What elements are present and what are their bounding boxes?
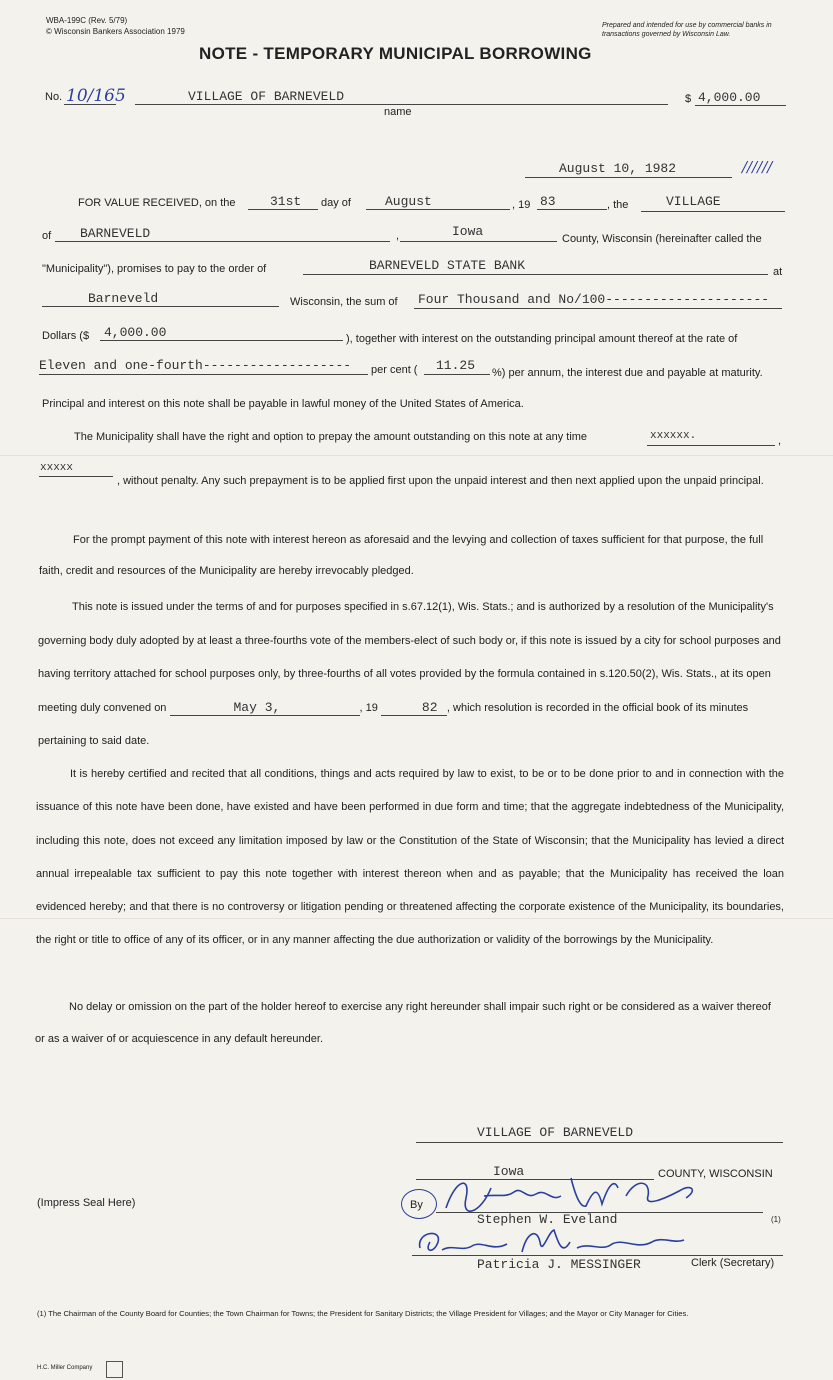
underline [303, 274, 768, 275]
underline [412, 1255, 783, 1256]
municipality-type: VILLAGE [666, 194, 721, 209]
body-text: It is hereby certified and recited that all conditions, things and acts required by law to exist, to be or to be done prior to and in connection with the issuance of this note have been done, have existed and have been performed in due form and time; that the aggregate indebtedness of the Municipality, including this note, does not exceed any limitation imposed by law or the Constitution of the State of Wisconsin; that the Municipality has levied a direct annual irrepealable tax sufficient to pay this note together with interest thereon when and as payable; that the Municipality has received the loan evidenced hereby; and that there is no controversy or litigation pending or threatened affecting the corporate existence of the Municipality, its boundaries, the right or title to office of any of its officer, or in any manner affecting the due authorization or validity of the borrowings by the Municipality. [36, 768, 784, 947]
underline [424, 374, 490, 375]
body-text: at [773, 266, 783, 278]
body-text [38, 591, 784, 759]
body-text: ), together with interest on the outstanding principal amount thereof at the rate of [346, 333, 738, 345]
prepay-fill-1: xxxxxx. [650, 430, 697, 442]
body-text: "Municipality"), promises to pay to the order of [42, 263, 267, 275]
municipality-name-field: VILLAGE OF BARNEVELD [188, 89, 345, 104]
body-text: Wisconsin, the sum of [290, 296, 398, 308]
meeting-year-field [381, 701, 447, 716]
body-text: For the prompt payment of this note with interest hereon as aforesaid and the levying and collection of taxes sufficient for that purpose, the full faith, credit and resources of the Municipality are hereby irrevocably pledged. [39, 534, 764, 577]
pledge-paragraph [39, 525, 781, 587]
meeting-year: 82 [421, 699, 438, 715]
footnote: (1) The Chairman of the County Board for Counties; the Town Chairman for Towns; the President for Sanitary Districts; the Village President for Villages; and the Mayor or City Manager for Cities. [37, 1309, 689, 1318]
body-text: , 19 [512, 199, 531, 211]
underline [641, 211, 785, 212]
place-field: Barneveld [88, 291, 159, 306]
authorization-paragraph [38, 591, 784, 759]
body-text: , [778, 435, 782, 447]
due-month: August [385, 194, 432, 209]
body-text: , which resolution is recorded in the official book of its minutes pertaining to said date. [38, 701, 749, 747]
body-text: No delay or omission on the part of the holder hereof to exercise any right hereunder shall impair such right or be considered as a waiver thereof or as a waiver of or acquiescence in any default hereunder. [35, 1001, 771, 1045]
signer1-name: Stephen W. Eveland [477, 1212, 618, 1227]
underline [695, 105, 786, 106]
body-text: per cent ( [371, 364, 418, 376]
note-number: 10/165 [66, 86, 126, 106]
underline [55, 241, 390, 242]
note-date: August 10, 1982 [559, 161, 677, 176]
due-day: 31st [270, 194, 302, 209]
body-text: , 19 [359, 701, 378, 714]
printer-logo-icon [106, 1361, 123, 1378]
due-year: 83 [540, 194, 556, 209]
dollar-sign: $ [685, 93, 692, 105]
copyright: © Wisconsin Bankers Association 1979 [46, 27, 185, 36]
underline [647, 445, 775, 446]
body-text: %) per annum, the interest due and payable at maturity. [492, 367, 763, 379]
rate-words-field: Eleven and one-fourth------------------- [39, 358, 352, 373]
prepay-fill-2: xxxxx [40, 462, 74, 474]
underline [416, 1142, 783, 1143]
signer2-name: Patricia J. MESSINGER [477, 1257, 641, 1272]
signer2-title: Clerk (Secretary) [691, 1257, 775, 1269]
underline [537, 209, 607, 210]
handwritten-mark: ////// [742, 158, 773, 176]
body-text: , [396, 230, 400, 242]
sig-county: Iowa [493, 1164, 525, 1179]
body-text: Principal and interest on this note shall be payable in lawful money of the United States of America. [42, 398, 524, 410]
form-number: WBA-199C (Rev. 5/79) [46, 16, 128, 25]
municipality-field: BARNEVELD [80, 226, 151, 241]
waiver-paragraph [35, 992, 783, 1055]
body-text: Dollars ($ [42, 330, 90, 342]
name-caption: name [384, 106, 412, 118]
body-text: of [42, 230, 52, 242]
body-text: This note is issued under the terms of and for purposes specified in s.67.12(1), Wis. Stats.; and is authorized by a resolution of the Municipality's governing body duly adopted by at least a three-fourths vote of the members-elect of such body or, if this note is issued by a city for school purposes and having territory attached for school purposes only, by three-fourths of all votes provided by the formula contained in s.120.50(2), Wis. Stats., at its open meeting duly convened on [38, 601, 781, 714]
underline [42, 306, 279, 307]
body-text: County, Wisconsin (hereinafter called the [562, 233, 762, 245]
meeting-date: May 3, [233, 699, 281, 715]
body-text: day of [321, 197, 351, 209]
underline [100, 340, 343, 341]
county-label: COUNTY, WISCONSIN [658, 1168, 773, 1180]
underline [135, 104, 668, 105]
printer-name: H.C. Miller Company [37, 1365, 93, 1371]
sig-municipality: VILLAGE OF BARNEVELD [477, 1125, 634, 1140]
underline [400, 241, 557, 242]
sum-figures-field: 4,000.00 [104, 325, 167, 340]
payee-field: BARNEVELD STATE BANK [369, 258, 526, 273]
body-text: , without penalty. Any such prepayment is to be applied first upon the unpaid interest and then next applied upon the unpaid principal. [117, 475, 764, 487]
note-amount: 4,000.00 [698, 90, 761, 105]
underline [39, 374, 368, 375]
signer1-footnote-mark: (1) [771, 1215, 781, 1224]
note-number-label: No. [45, 91, 63, 103]
seal-label: (Impress Seal Here) [37, 1197, 136, 1209]
by-label: By [410, 1199, 423, 1211]
certification-paragraph [36, 758, 784, 958]
body-text: FOR VALUE RECEIVED, on the [78, 197, 236, 209]
body-text: , the [607, 199, 629, 211]
underline [64, 104, 116, 105]
meeting-date-field [170, 701, 360, 716]
sum-words-field: Four Thousand and No/100--------------------- [418, 292, 770, 307]
body-text: The Municipality shall have the right and option to prepay the amount outstanding on this note at any time [74, 431, 588, 443]
rate-figures-field: 11.25 [436, 358, 476, 373]
underline [248, 209, 318, 210]
page-title: NOTE - TEMPORARY MUNICIPAL BORROWING [199, 44, 592, 63]
fold-line [0, 455, 833, 456]
county-field: Iowa [452, 224, 484, 239]
underline [414, 308, 782, 309]
prepared-note: Prepared and intended for use by commercial banks in transactions governed by Wisconsin Law. [602, 22, 772, 38]
underline [366, 209, 510, 210]
underline [525, 177, 732, 178]
